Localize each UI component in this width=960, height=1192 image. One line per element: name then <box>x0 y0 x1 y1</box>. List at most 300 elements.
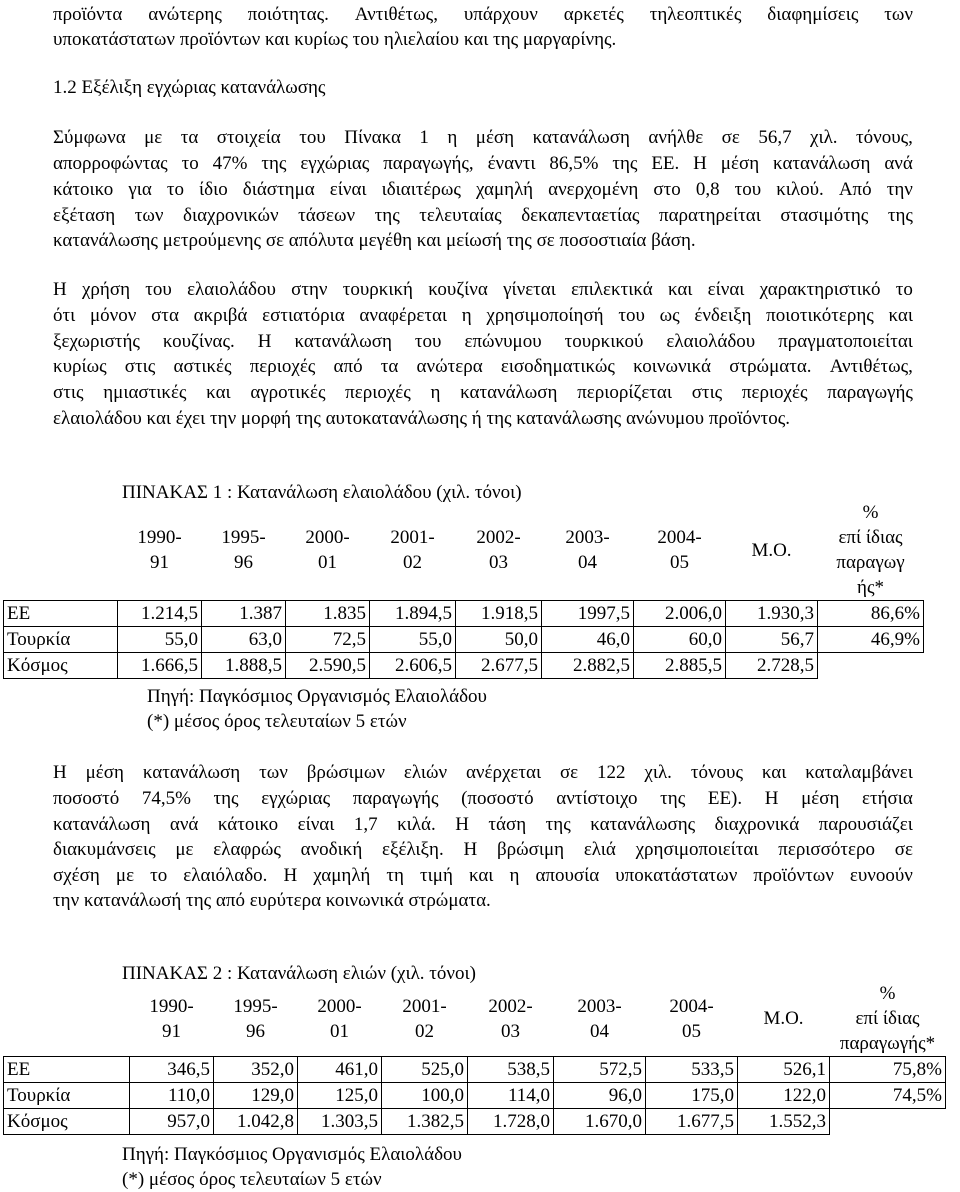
table-cell: 1.666,5 <box>118 653 202 679</box>
word: 0,8 <box>695 179 720 200</box>
word: τουρκική <box>342 279 413 300</box>
column-header-text: 1990- <box>149 995 194 1017</box>
word: με <box>115 865 135 886</box>
table-cell: 55,0 <box>370 627 456 653</box>
para3-line <box>53 786 913 811</box>
column-header-text: 04 <box>578 552 597 573</box>
column-header <box>468 981 554 1057</box>
column-header-text: 2000- <box>317 995 362 1017</box>
table-cell: 1.888,5 <box>202 653 286 679</box>
column-header-text: 02 <box>415 1020 434 1042</box>
para3-line <box>53 812 913 837</box>
word: του <box>414 331 442 352</box>
table-cell: 352,0 <box>214 1057 298 1083</box>
column-header-text: 2003- <box>577 995 622 1017</box>
word: κατανάλωση <box>53 814 151 835</box>
table-cell: 1.552,3 <box>738 1109 830 1135</box>
table-cell: 114,0 <box>468 1083 554 1109</box>
table-cell: 55,0 <box>118 627 202 653</box>
table-cell: 2.590,5 <box>286 653 370 679</box>
word: προϊόντα <box>53 4 123 25</box>
table-cell: 63,0 <box>202 627 286 653</box>
table-cell: 1.382,5 <box>382 1109 468 1135</box>
column-header <box>738 981 830 1057</box>
para3-line <box>53 760 913 785</box>
row-label: Τουρκία <box>4 1083 130 1109</box>
word: του <box>299 127 326 148</box>
word: Η <box>764 788 779 809</box>
table-cell: 1.387 <box>202 601 286 627</box>
table-cell: 56,7 <box>726 627 818 653</box>
word: Από <box>838 179 872 200</box>
para-top-line-1 <box>53 2 913 27</box>
word: τόνους, <box>856 127 913 148</box>
word: των <box>259 762 288 783</box>
word: 86,5% <box>549 153 599 174</box>
column-header-text: παραγωγ <box>836 552 905 573</box>
word: Η <box>693 153 707 174</box>
word: στο <box>653 179 681 200</box>
word: εγχώριας <box>261 788 331 809</box>
word: διάστημα <box>242 179 315 200</box>
word: ανερχομένη <box>548 179 639 200</box>
table-cell <box>818 653 924 679</box>
word: κυρίως <box>53 356 107 377</box>
word: περιορίζεται <box>577 382 672 403</box>
word: η <box>509 865 520 886</box>
column-header <box>118 500 202 601</box>
word: τάσεων <box>298 205 356 226</box>
table-cell: 2.606,5 <box>370 653 456 679</box>
column-header <box>646 981 738 1057</box>
word: σχέση <box>53 865 100 886</box>
word: ανήλθε <box>648 127 704 148</box>
word: την <box>886 179 913 200</box>
word: Η <box>53 279 67 300</box>
para3-line <box>53 837 913 862</box>
word: Αντιθέτως, <box>829 356 913 377</box>
word: μέση <box>85 762 124 783</box>
column-header-text: 2001- <box>390 527 435 548</box>
word: στρώματα. <box>729 356 812 377</box>
word: υποκατάστατων <box>615 865 738 886</box>
word: ακριβά <box>193 305 248 326</box>
word: της <box>374 205 400 226</box>
table-cell: 1.728,0 <box>468 1109 554 1135</box>
table-cell: 957,0 <box>130 1109 214 1135</box>
word: ένδειξη <box>694 305 752 326</box>
word: ιδιαιτέρως <box>381 179 461 200</box>
word: είναι <box>297 814 335 835</box>
word: το <box>166 179 184 200</box>
column-header <box>370 500 456 601</box>
column-header-text: 03 <box>489 552 508 573</box>
word: ελαιολάδου <box>666 331 756 352</box>
column-header-text: 01 <box>330 1020 349 1042</box>
column-header-text: 2004- <box>657 527 702 548</box>
table-cell: 129,0 <box>214 1083 298 1109</box>
para1-line-last: κατανάλωσης μετρούμενης σε απόλυτα μεγέθη και μείωσή της σε ποσοστιαία βάση. <box>53 230 696 251</box>
word: και <box>888 305 913 326</box>
word: Αντιθέτως, <box>354 4 438 25</box>
word: για <box>128 179 152 200</box>
word: η <box>447 127 458 148</box>
word: του <box>145 279 172 300</box>
table-cell: 461,0 <box>298 1057 382 1083</box>
word: της <box>261 153 287 174</box>
word: ελιών <box>403 762 448 783</box>
word: της <box>213 788 239 809</box>
column-header <box>542 500 634 601</box>
word: παραγωγής <box>827 382 913 403</box>
word: των <box>134 205 164 226</box>
word: απορροφώντας <box>53 153 168 174</box>
table-cell: 1.677,5 <box>646 1109 738 1135</box>
word: των <box>884 4 913 25</box>
table-cell: 72,5 <box>286 627 370 653</box>
word: περισσότερο <box>778 839 875 860</box>
word: παρουσιάζει <box>818 814 913 835</box>
table-cell: 86,6% <box>818 601 924 627</box>
word: Η <box>53 762 67 783</box>
column-header-text: 02 <box>403 552 422 573</box>
word: ευνοούν <box>849 865 913 886</box>
word: χαμηλή <box>313 865 371 886</box>
word: εισοδηματικώς <box>500 356 615 377</box>
column-header-text: 91 <box>150 552 169 573</box>
table-cell: 572,5 <box>554 1057 646 1083</box>
word: διαχρονικά <box>714 814 800 835</box>
table1-source: Πηγή: Παγκόσμιος Οργανισμός Ελαιολάδου <box>147 686 487 707</box>
table-cell: 2.882,5 <box>542 653 634 679</box>
word: κάτοικο <box>217 814 279 835</box>
word: στα <box>151 305 179 326</box>
column-header-text: Μ.Ο. <box>763 1008 804 1029</box>
table2-note: (*) μέσος όρος τελευταίων 5 ετών <box>122 1169 382 1190</box>
table-cell: 60,0 <box>634 627 726 653</box>
word: αστικές <box>173 356 232 377</box>
table-cell: 74,5% <box>830 1083 946 1109</box>
table-cell: 125,0 <box>298 1083 382 1109</box>
column-header-text: % <box>879 983 896 1004</box>
word: είναι <box>329 179 367 200</box>
word: στις <box>53 382 84 403</box>
word: βρώσιμων <box>306 762 386 783</box>
word: ανά <box>169 814 199 835</box>
para2-line <box>53 354 913 379</box>
table-row <box>4 1109 946 1135</box>
word: από <box>333 356 363 377</box>
word: χιλ. <box>644 762 672 783</box>
word: τη <box>386 865 404 886</box>
word: διακυμάνσεις <box>53 839 156 860</box>
column-header-text: 1995- <box>233 995 278 1017</box>
word: τιμή <box>420 865 453 886</box>
word: τα <box>180 127 199 148</box>
word: ανοδική <box>300 839 363 860</box>
para2-line <box>53 277 913 302</box>
word: ανά <box>884 153 913 174</box>
word: ελαιόλαδο. <box>183 865 268 886</box>
table-cell: 1.930,3 <box>726 601 818 627</box>
column-header <box>456 500 542 601</box>
word: αρκετές <box>563 4 624 25</box>
table-cell: 1.670,0 <box>554 1109 646 1135</box>
word: χαρακτηριστικό <box>759 279 881 300</box>
word: (ποσοστό <box>461 788 534 809</box>
word: ίδιο <box>199 179 228 200</box>
word: κατανάλωση <box>532 127 630 148</box>
column-header-text: % <box>862 502 879 523</box>
word: 56,7 <box>758 127 792 148</box>
table-cell: 50,0 <box>456 627 542 653</box>
word: του <box>618 305 645 326</box>
para3-line-last: την κατανάλωσή της από ευρύτερα κοινωνικά στρώματα. <box>53 890 491 911</box>
word: είναι <box>707 279 745 300</box>
para1-line <box>53 203 913 228</box>
word: της <box>887 205 913 226</box>
word: κουζίνα <box>428 279 488 300</box>
word: 1 <box>419 127 429 148</box>
row-label: Τουρκία <box>4 627 118 653</box>
word: κατανάλωση <box>773 153 871 174</box>
word: του <box>734 179 762 200</box>
row-label: Κόσμος <box>4 653 118 679</box>
column-header-text: 2003- <box>565 527 610 548</box>
word: ξεχωριστής <box>53 331 140 352</box>
word: παρατηρείται <box>658 205 761 226</box>
word: με <box>144 127 163 148</box>
word: ανώτερης <box>148 4 222 25</box>
word: μόνον <box>89 305 137 326</box>
table-cell: 533,5 <box>646 1057 738 1083</box>
word: παραγωγής, <box>383 153 474 174</box>
table-cell: 2.677,5 <box>456 653 542 679</box>
table-row <box>4 1057 946 1083</box>
word: ελαφρώς <box>213 839 281 860</box>
column-header-text: επί ίδιας <box>855 1008 920 1029</box>
column-header-text: 1995- <box>221 527 266 548</box>
column-header <box>130 981 214 1057</box>
header-blank <box>4 500 118 601</box>
word: ποιότητας. <box>247 4 329 25</box>
column-header <box>214 981 298 1057</box>
word: Η <box>455 814 469 835</box>
word: χρήση <box>81 279 131 300</box>
word: περιοχές <box>249 356 316 377</box>
table-cell: 346,5 <box>130 1057 214 1083</box>
table-cell: 2.885,5 <box>634 653 726 679</box>
table-cell: 1.214,5 <box>118 601 202 627</box>
para2-line <box>53 303 913 328</box>
word: και <box>761 762 787 783</box>
column-header-text: 01 <box>318 552 337 573</box>
table1-title: ΠΙΝΑΚΑΣ 1 : Κατανάλωση ελαιολάδου (χιλ. τόνοι) <box>122 482 522 503</box>
table-row <box>4 653 924 679</box>
word: και <box>667 279 693 300</box>
word: κιλού. <box>776 179 824 200</box>
table-cell: 75,8% <box>830 1057 946 1083</box>
column-header <box>202 500 286 601</box>
word: και <box>206 382 231 403</box>
word: ανέρχεται <box>465 762 542 783</box>
table-cell: 96,0 <box>554 1083 646 1109</box>
word: 47% <box>212 153 248 174</box>
word: ετήσια <box>862 788 913 809</box>
column-header-text: 2001- <box>402 995 447 1017</box>
table-cell: 110,0 <box>130 1083 214 1109</box>
word: 1,7 <box>353 814 378 835</box>
word: έναντι <box>487 153 536 174</box>
word: το <box>181 153 199 174</box>
word: Σύμφωνα <box>53 127 126 148</box>
table-cell: 2.728,5 <box>726 653 818 679</box>
word: με <box>175 839 194 860</box>
row-label: ΕΕ <box>4 601 118 627</box>
word: κάτοικο <box>53 179 114 200</box>
word: δεκαπενταετίας <box>521 205 640 226</box>
word: ημιαστικές <box>103 382 187 403</box>
word: ελιά <box>583 839 616 860</box>
column-header-text: επί ίδιας <box>838 527 903 548</box>
word: ΕΕ). <box>707 788 743 809</box>
word: επώνυμου <box>464 331 542 352</box>
word: Η <box>257 331 272 352</box>
word: της <box>660 788 686 809</box>
table-cell: 1.042,8 <box>214 1109 298 1135</box>
word: στασιμότης <box>780 205 869 226</box>
word: περιοχές <box>345 382 411 403</box>
column-header-text: 96 <box>246 1020 265 1042</box>
word: κιλά. <box>397 814 436 835</box>
word: τάση <box>488 814 527 835</box>
para2-line-last: ελαιολάδου και έχει την μορφή της αυτοκατανάλωσης ή της κατανάλωσης ανώνυμου προϊόντος. <box>53 408 791 429</box>
column-header-text: 1990- <box>137 527 182 548</box>
word: μέση <box>801 788 840 809</box>
word: στην <box>291 279 328 300</box>
column-header-text: 05 <box>682 1020 701 1042</box>
word: η <box>430 382 441 403</box>
column-header <box>634 500 726 601</box>
para1-line <box>53 125 913 150</box>
column-header <box>830 981 946 1057</box>
table-cell: 122,0 <box>738 1083 830 1109</box>
word: το <box>895 279 913 300</box>
word: ως <box>659 305 680 326</box>
column-header-text: 03 <box>501 1020 520 1042</box>
para-top-line-2: υποκατάστατων προϊόντων και κυρίως του ηλιελαίου και της μαργαρίνης. <box>53 29 617 50</box>
word: το <box>150 865 168 886</box>
word: πραγματοποιείται <box>778 331 913 352</box>
column-header-text: 2002- <box>488 995 533 1017</box>
word: τόνους <box>690 762 743 783</box>
column-header-text: 96 <box>234 552 253 573</box>
table-cell: 100,0 <box>382 1083 468 1109</box>
word: χαμηλή <box>476 179 534 200</box>
header-blank <box>4 981 130 1057</box>
word: και <box>468 865 494 886</box>
table1-note: (*) μέσος όρος τελευταίων 5 ετών <box>147 711 407 732</box>
word: Η <box>463 839 478 860</box>
table-cell: 2.006,0 <box>634 601 726 627</box>
table-cell <box>830 1109 946 1135</box>
word: επιλεκτικά <box>571 279 653 300</box>
word: κοινωνικά <box>633 356 712 377</box>
table-cell: 526,1 <box>738 1057 830 1083</box>
word: απουσία <box>535 865 600 886</box>
column-header <box>726 500 818 601</box>
table-cell: 1.918,5 <box>456 601 542 627</box>
word: διαφημίσεις <box>767 4 859 25</box>
word: χρησιμοποιείται <box>635 839 759 860</box>
word: σε <box>894 839 913 860</box>
column-header <box>818 500 924 601</box>
word: τελευταίας <box>419 205 502 226</box>
para2-line <box>53 380 913 405</box>
column-header <box>382 981 468 1057</box>
column-header <box>298 981 382 1057</box>
word: αναφέρεται <box>359 305 448 326</box>
table-cell: 1.894,5 <box>370 601 456 627</box>
column-header-text: 91 <box>162 1020 181 1042</box>
word: ποιοτικότερης <box>766 305 874 326</box>
table-cell: 1.835 <box>286 601 370 627</box>
word: μέση <box>720 153 760 174</box>
column-header-text: παραγωγής* <box>839 1033 936 1054</box>
word: διαχρονικών <box>183 205 279 226</box>
word: στοιχεία <box>216 127 281 148</box>
word: Πίνακα <box>344 127 401 148</box>
word: 74,5% <box>141 788 191 809</box>
word: ΕΕ. <box>651 153 680 174</box>
word: εγχώριας <box>300 153 370 174</box>
word: εστιατόρια <box>262 305 345 326</box>
word: κατανάλωσης <box>590 814 696 835</box>
table-cell: 525,0 <box>382 1057 468 1083</box>
word: κατανάλωση <box>142 762 241 783</box>
column-header-text: 2000- <box>305 527 350 548</box>
word: αντίστοιχο <box>556 788 638 809</box>
word: καταλαμβάνει <box>805 762 913 783</box>
para3-line <box>53 863 913 888</box>
table-cell: 538,5 <box>468 1057 554 1083</box>
word: σε <box>721 127 740 148</box>
word: 122 <box>597 762 626 783</box>
word: εξέλιξη. <box>382 839 444 860</box>
table-cell: 1.303,5 <box>298 1109 382 1135</box>
word: ελαιολάδου <box>187 279 276 300</box>
word: παραγωγής <box>352 788 439 809</box>
word: εξέταση <box>53 205 116 226</box>
row-label: ΕΕ <box>4 1057 130 1083</box>
word: υπάρχουν <box>463 4 538 25</box>
word: χρησιμοποίησή <box>486 305 604 326</box>
table-row <box>4 601 924 627</box>
column-header-text: 05 <box>670 552 689 573</box>
table2-title: ΠΙΝΑΚΑΣ 2 : Κατανάλωση ελιών (χιλ. τόνοι) <box>122 963 476 984</box>
word: γίνεται <box>503 279 556 300</box>
table-header-row <box>4 500 924 601</box>
word: ανώτερα <box>416 356 483 377</box>
word: τουρκικού <box>564 331 644 352</box>
word: ότι <box>53 305 76 326</box>
table-row <box>4 1083 946 1109</box>
row-label: Κόσμος <box>4 1109 130 1135</box>
table2 <box>3 981 946 1135</box>
word: στις <box>691 382 723 403</box>
table-header-row <box>4 981 946 1057</box>
column-header-text: Μ.Ο. <box>751 539 792 561</box>
